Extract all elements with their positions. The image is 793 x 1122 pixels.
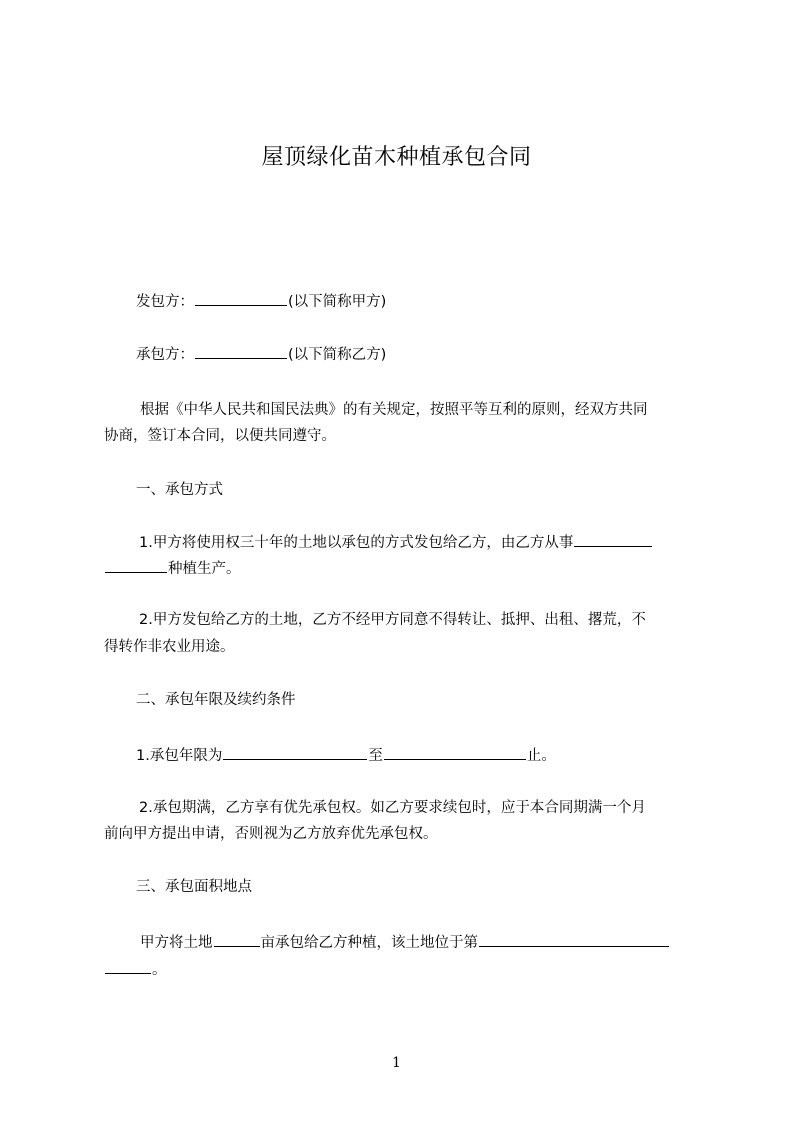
party-b-blank (195, 343, 287, 359)
section-3-heading: 三、承包面积地点 (136, 879, 252, 895)
area-mid: 亩承包给乙方种植，该土地位于第 (260, 935, 478, 951)
section-1-item-1-line-1 (139, 531, 739, 553)
party-a-label: 发包方： (136, 294, 194, 310)
party-b-line (136, 343, 736, 365)
page-title: 屋顶绿化苗木种植承包合同 (261, 145, 532, 170)
party-b-suffix: (以下简称乙方) (288, 347, 387, 363)
term-start-blank (223, 744, 367, 760)
section-3-item-line-2 (104, 958, 704, 980)
area-blank (214, 931, 260, 947)
party-a-line (136, 290, 736, 312)
area-prefix: 甲方将土地 (140, 935, 213, 951)
section-3-item-line-1 (140, 931, 740, 953)
section-2-item-1 (136, 744, 736, 766)
section-3-suffix: 。 (152, 962, 167, 978)
section-1-heading: 一、承包方式 (136, 482, 223, 498)
party-a-suffix: (以下简称甲方) (288, 294, 387, 310)
crop-blank-2 (105, 557, 167, 573)
section-2-heading: 二、承包年限及续约条件 (136, 692, 296, 708)
section-1-item-2-line-2: 得转作非农业用途。 (104, 639, 235, 655)
section-1-item-1-text: 1.甲方将使用权三十年的土地以承包的方式发包给乙方，由乙方从事 (139, 535, 574, 551)
party-a-blank (195, 290, 287, 306)
section-2-item-2-line-2: 前向甲方提出申请，否则视为乙方放弃优先承包权。 (104, 826, 438, 842)
section-2-item-2-line-1: 2.承包期满，乙方享有优先承包权。如乙方要求续包时，应于本合同期满一个月 (139, 800, 646, 816)
section-1-item-1-suffix: 种植生产。 (168, 561, 241, 577)
section-1-item-2-line-1: 2.甲方发包给乙方的土地，乙方不经甲方同意不得转让、抵押、出租、撂荒，不 (139, 612, 646, 628)
section-1-item-1-line-2 (104, 557, 704, 579)
term-suffix: 止。 (526, 748, 556, 764)
location-blank-1 (479, 931, 669, 947)
term-mid: 至 (368, 748, 383, 764)
crop-blank-1 (574, 531, 652, 547)
party-b-label: 承包方： (136, 347, 194, 363)
term-prefix: 1.承包年限为 (136, 748, 223, 764)
term-end-blank (384, 744, 526, 760)
page-number: 1 (392, 1055, 401, 1071)
location-blank-2 (105, 958, 151, 974)
preamble-line-2: 协商，签订本合同，以便共同遵守。 (104, 428, 336, 444)
preamble-line-1: 根据《中华人民共和国民法典》的有关规定，按照平等互利的原则，经双方共同 (140, 402, 648, 418)
